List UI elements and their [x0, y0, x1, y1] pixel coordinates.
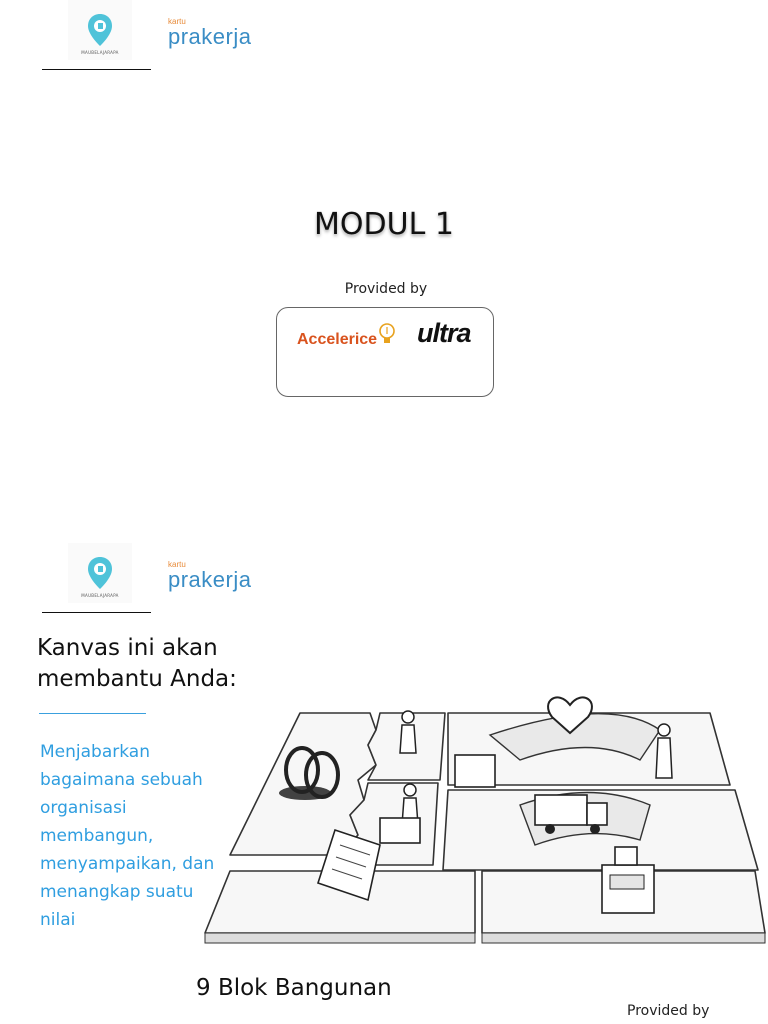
prakerja-logo: kartu prakerja [168, 17, 252, 49]
prakerja-logo-2: kartu prakerja [168, 560, 252, 592]
maubelajarapa-wordmark: MAUBELAJARAPA [81, 50, 119, 55]
provided-by-label: Provided by [344, 281, 428, 297]
section-description: Menjabarkan bagaimana sebuah organisasi membangun, menyampaikan, dan menangkap suatu nilai [40, 742, 215, 930]
business-model-canvas-illustration [190, 675, 768, 960]
header-divider-2 [42, 612, 151, 613]
page-title: MODUL 1 [314, 207, 454, 242]
header-divider [42, 69, 151, 70]
heading-underline [39, 713, 146, 714]
location-pin-icon [87, 13, 113, 47]
maubelajarapa-logo [68, 0, 132, 60]
provided-by-label-2: Provided by [627, 1003, 710, 1019]
maubelajarapa-wordmark: MAUBELAJARAPA [81, 593, 119, 598]
accelerice-logo: Accelerice [297, 331, 378, 348]
section-heading: Kanvas ini akan membantu Anda: [37, 635, 237, 692]
sponsor-box [276, 307, 494, 397]
ultra-logo: ultra [417, 318, 471, 348]
lightbulb-icon [378, 322, 396, 346]
location-pin-icon [87, 556, 113, 590]
maubelajarapa-logo-2 [68, 543, 132, 603]
caption-9-blok: 9 Blok Bangunan [196, 975, 392, 1001]
